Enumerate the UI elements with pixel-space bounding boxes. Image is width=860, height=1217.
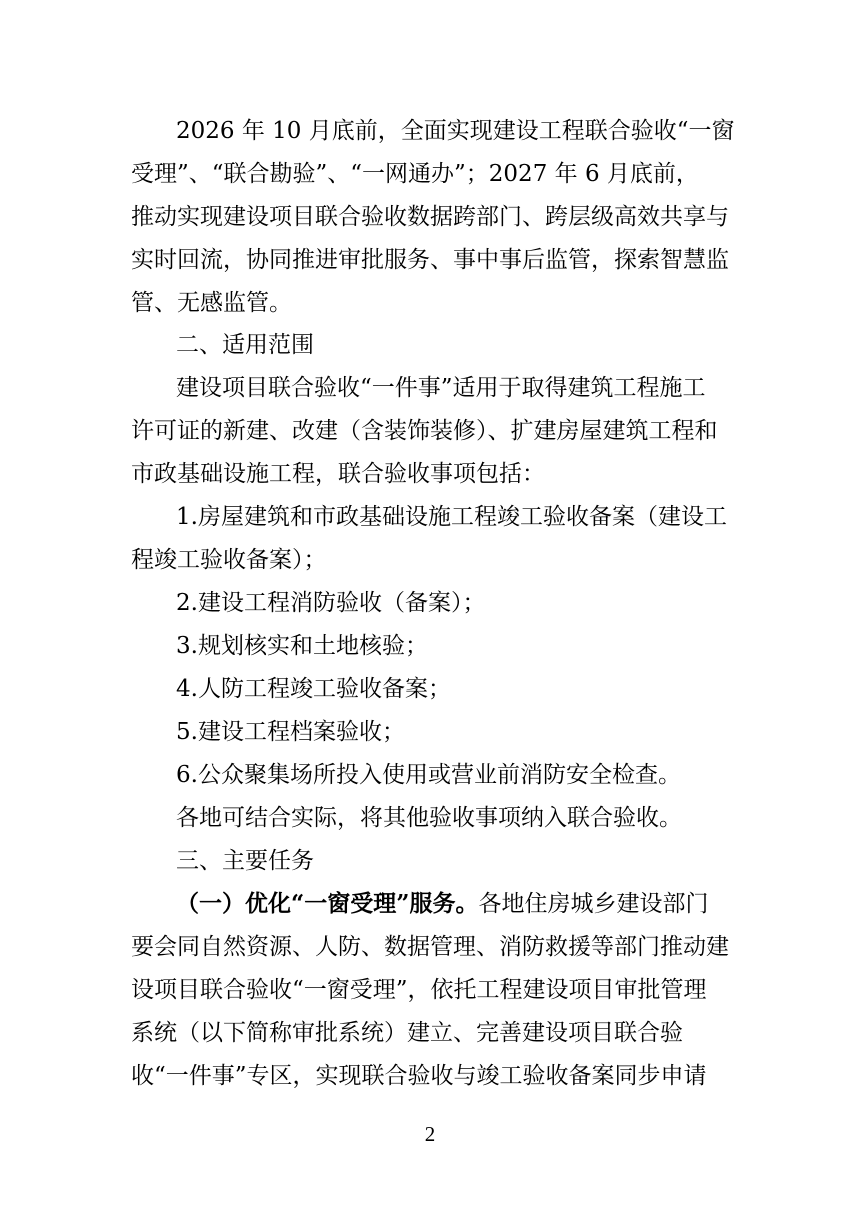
paragraph-line: 推动实现建设项目联合验收数据跨部门、跨层级高效共享与	[131, 204, 729, 230]
paragraph-line: 市政基础设施工程，联合验收事项包括：	[131, 461, 545, 487]
section-heading: 二、适用范围	[176, 332, 314, 358]
paragraph-line: 系统（以下简称审批系统）建立、完善建设项目联合验	[131, 1020, 683, 1046]
paragraph-line: 受理”、“联合勘验”、“一网通办”；2027 年 6 月底前，	[131, 161, 699, 187]
paragraph-line: 管、无感监管。	[131, 290, 292, 316]
paragraph-line: 2026 年 10 月底前，全面实现建设工程联合验收“一窗	[176, 118, 735, 144]
section-heading: 三、主要任务	[176, 848, 314, 874]
list-item: 2.建设工程消防验收（备案）；	[176, 590, 486, 616]
task-paragraph-first-line	[176, 889, 708, 919]
task-text: 各地住房城乡建设部门	[478, 891, 709, 917]
paragraph-line: 要会同自然资源、人防、数据管理、消防救援等部门推动建	[131, 934, 729, 960]
list-item: 6.公众聚集场所投入使用或营业前消防安全检查。	[176, 762, 681, 788]
task-heading: （一）优化“一窗受理”服务。	[176, 890, 479, 917]
list-item: 4.人防工程竣工验收备案；	[176, 676, 451, 702]
list-item: 3.规划核实和土地核验；	[176, 633, 428, 659]
paragraph-line: 许可证的新建、改建（含装饰装修）、扩建房屋建筑工程和	[131, 418, 718, 444]
page-number: 2	[424, 1122, 436, 1146]
list-item: 1.房屋建筑和市政基础设施工程竣工验收备案（建设工	[176, 504, 727, 530]
paragraph-line: 建设项目联合验收“一件事”适用于取得建筑工程施工	[176, 375, 706, 401]
paragraph-line: 实时回流，协同推进审批服务、事中事后监管，探索智慧监	[131, 247, 729, 273]
paragraph-line: 收“一件事”专区，实现联合验收与竣工验收备案同步申请	[131, 1063, 707, 1089]
paragraph-line: 设项目联合验收“一窗受理”，依托工程建设项目审批管理	[131, 977, 707, 1003]
list-item-continuation: 程竣工验收备案）；	[131, 547, 327, 573]
paragraph-line: 各地可结合实际，将其他验收事项纳入联合验收。	[176, 805, 682, 831]
list-item: 5.建设工程档案验收；	[176, 719, 405, 745]
